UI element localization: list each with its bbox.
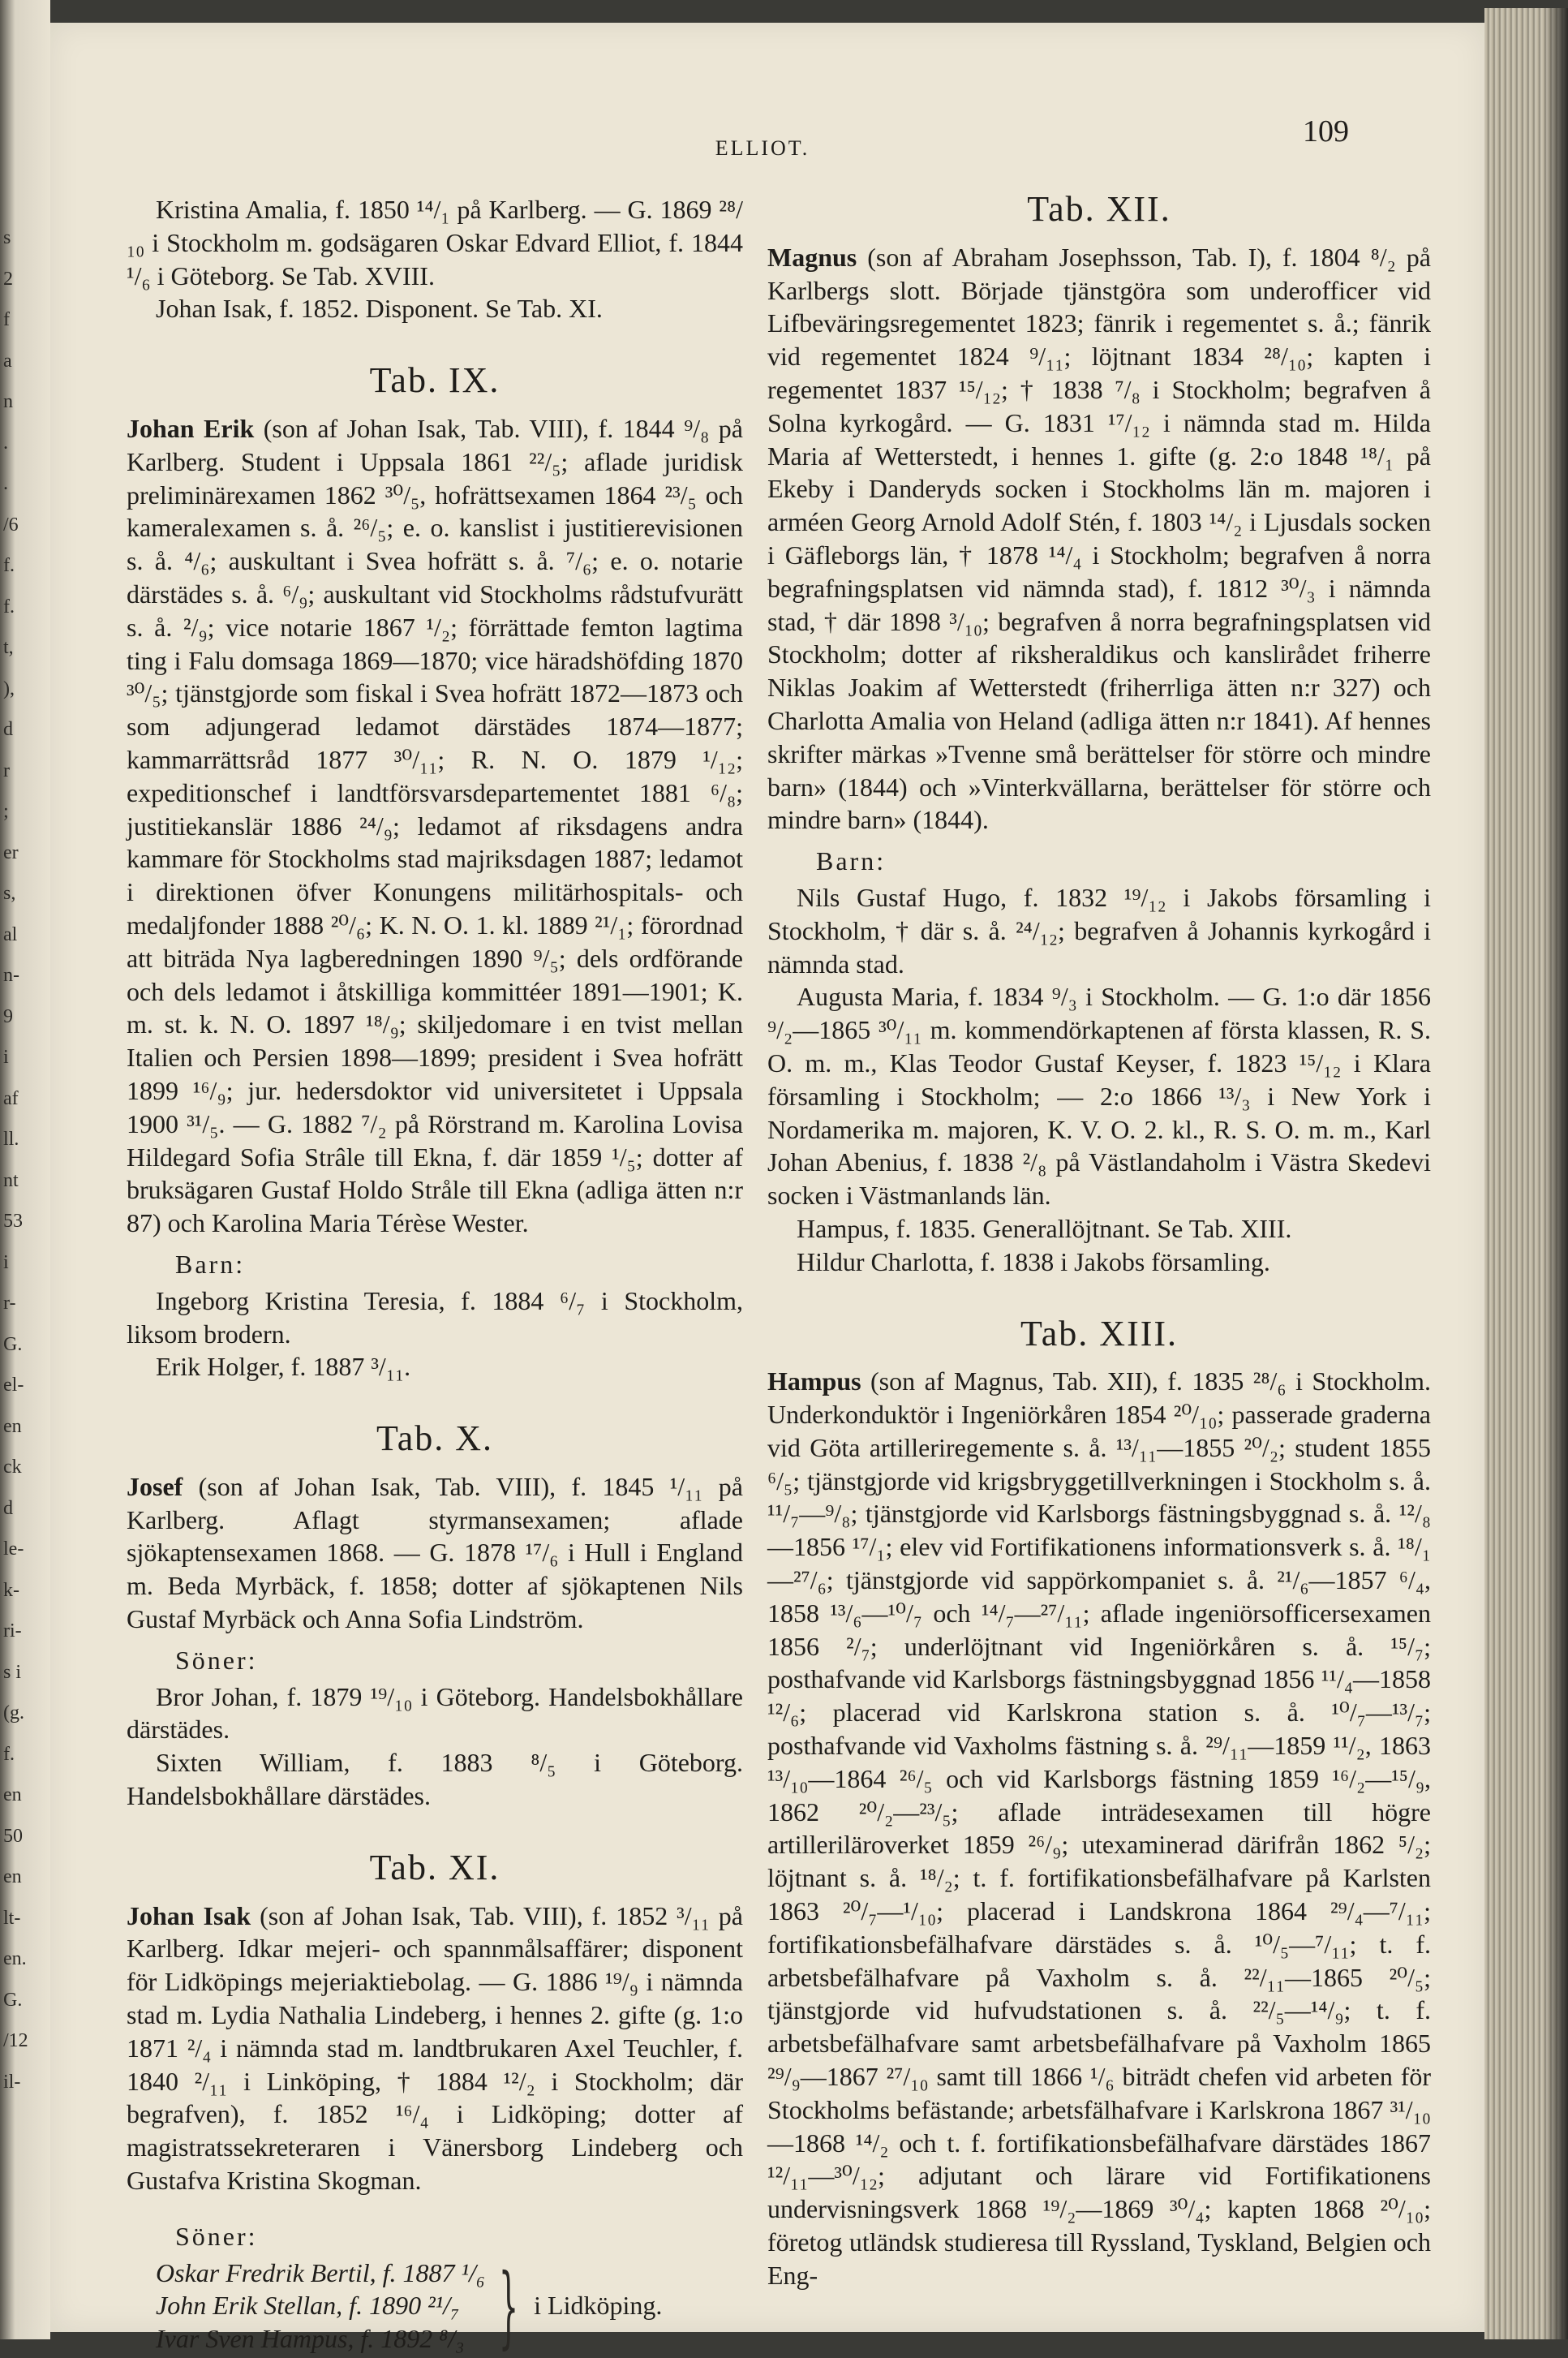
- children-label: Barn:: [816, 846, 887, 876]
- margin-fragment: 9: [3, 1005, 13, 1027]
- margin-fragment: s i: [3, 1661, 22, 1683]
- margin-fragment: f.: [3, 596, 15, 617]
- margin-fragment: /12: [3, 2030, 28, 2051]
- margin-fragment: ),: [3, 678, 15, 699]
- person-name: Magnus: [767, 242, 857, 272]
- left-column: [127, 193, 743, 2356]
- margin-fragment: G.: [3, 1333, 23, 1355]
- entry-kristina: Kristina Amalia, f. 1850 ¹⁴/₁ på Karlberg. — G. 1869 ²⁸/₁₀ i Stockholm m. godsägaren Oskar Edvard Elliot, f. 1844 ¹/₆ i Göteborg. Se Tab. XVIII.: [127, 195, 743, 290]
- margin-fragment: r: [3, 759, 10, 781]
- margin-fragment: s: [3, 227, 11, 248]
- margin-fragment: en.: [3, 1948, 27, 1969]
- margin-fragment: i: [3, 1251, 9, 1273]
- margin-fragment: er: [3, 841, 19, 863]
- margin-fragment: le-: [3, 1538, 24, 1560]
- margin-fragment: il-: [3, 2071, 21, 2093]
- brace-icon: }: [498, 2253, 519, 2358]
- margin-fragment: f.: [3, 1743, 15, 1765]
- child-entry: Augusta Maria, f. 1834 ⁹/₃ i Stockholm. — G. 1:o där 1856 ⁹/₂—1865 ³⁰/₁₁ m. kommendörkaptenen af första klassen, R. S. O. m. m., Klas Teodor Gustaf Keyser, f. 1823 ¹⁵/₁₂ i Klara församling i Stockholm; — 2:o 1866 ¹³/₃ i New York i Nordamerika m. majoren, K. V. O. 2. kl., R. S. O. m. m., Karl Johan Abenius, f. 1838 ²/₈ på Västlandaholm i Västra Skedevi socken i Västmanlands län.: [767, 982, 1431, 1211]
- margin-fragment: al: [3, 923, 18, 945]
- person-name: Hampus: [767, 1366, 861, 1396]
- children-label: Barn:: [175, 1249, 246, 1279]
- running-head: ELLIOT.: [715, 136, 810, 160]
- margin-fragment: nt: [3, 1169, 19, 1191]
- margin-fragment: .: [3, 432, 8, 454]
- margin-fragment: f: [3, 309, 10, 330]
- tab-9-heading: Tab. IX.: [369, 360, 500, 401]
- tab-11-heading: Tab. XI.: [369, 1847, 500, 1887]
- margin-fragment: ll.: [3, 1129, 19, 1150]
- child-entry: Ingeborg Kristina Teresia, f. 1884 ⁶/₇ i Stockholm, liksom brodern.: [127, 1285, 743, 1349]
- margin-fragment: /6: [3, 514, 19, 536]
- margin-fragment: t,: [3, 637, 14, 658]
- tab-11-sons: [127, 2220, 743, 2356]
- margin-fragment: lt-: [3, 1907, 21, 1929]
- margin-fragment: ri-: [3, 1620, 22, 1642]
- margin-fragment: d: [3, 1497, 13, 1519]
- margin-fragment: 50: [3, 1825, 23, 1847]
- margin-fragment: el-: [3, 1375, 24, 1396]
- margin-fragment: en: [3, 1415, 22, 1437]
- margin-fragment: 53: [3, 1211, 23, 1232]
- son-entry: Sixten William, f. 1883 ⁸/₅ i Göteborg. Handelsbokhållare därstädes.: [127, 1748, 743, 1811]
- margin-fragment: f.: [3, 555, 15, 576]
- person-name: Johan Isak: [127, 1900, 251, 1930]
- son-entry: Bror Johan, f. 1879 ¹⁹/₁₀ i Göteborg. Handelsbokhållare därstädes.: [127, 1681, 743, 1745]
- margin-fragment: en: [3, 1866, 22, 1887]
- child-entry: Hildur Charlotta, f. 1838 i Jakobs församling.: [797, 1246, 1270, 1276]
- margin-fragment: i: [3, 1047, 9, 1068]
- person-name: Josef: [127, 1471, 183, 1501]
- margin-fragment: af: [3, 1087, 19, 1109]
- margin-fragment: r-: [3, 1293, 16, 1314]
- page-stack-edges: [1484, 8, 1568, 2339]
- margin-fragment: ;: [3, 801, 9, 822]
- tab-10-entry: Josef (son af Johan Isak, Tab. VIII), f. 1845 ¹/₁₁ på Karlberg. Aflagt styrmansexamen; aflade sjökaptensexamen 1868. — G. 1878 ¹⁷/₆ i Hull i England m. Beda Myrbäck, f. 1858; dotter af sjökaptenen Nils Gustaf Myrbäck och Anna Sofia Lindström.: [127, 1471, 743, 1634]
- margin-fragment: n-: [3, 965, 19, 986]
- tab-12-heading: Tab. XII.: [1027, 189, 1171, 229]
- son-entry: John Erik Stellan, f. 1890 ²¹/₇: [156, 2291, 460, 2321]
- right-column: [767, 189, 1431, 2292]
- sons-list: [127, 2257, 485, 2356]
- margin-fragment: k-: [3, 1579, 19, 1601]
- son-entry: Ivar Sven Hampus, f. 1892 ⁸/₃: [156, 2324, 465, 2354]
- margin-fragment: d: [3, 719, 13, 740]
- tab-11-entry: Johan Isak (son af Johan Isak, Tab. VIII), f. 1852 ³/₁₁ på Karlberg. Idkar mejeri- och spannmålsaffärer; disponent för Lidköpings mejeriaktiebolag. — G. 1886 ¹⁹/₉ i nämnda stad m. Lydia Nathalia Lindeberg, i hennes 2. gifte (g. 1:o 1871 ²/₄ i nämnda stad m. landtbrukaren Axel Teuchler, f. 1840 ²/₁₁ i Linköping, † 1884 ¹²/₂ i Stockholm; där begrafven), f. 1852 ¹⁶/₄ i Lidköping; dotter af magistratssekreteraren i Vänersborg Lindeberg och Gustafva Kristina Skogman.: [127, 1900, 744, 2196]
- son-entry: Oskar Fredrik Bertil, f. 1887 ¹/₆: [156, 2257, 486, 2287]
- sons-label: Söner:: [175, 1645, 258, 1675]
- child-entry: Hampus, f. 1835. Generallöjtnant. Se Tab. XIII.: [797, 1213, 1292, 1243]
- entry-johan-isak-ref: Johan Isak, f. 1852. Disponent. Se Tab. XI.: [156, 294, 603, 324]
- sons-table: [127, 2253, 743, 2358]
- margin-fragment: (g.: [3, 1702, 24, 1723]
- margin-fragment: G.: [3, 1989, 23, 2011]
- margin-fragment: s,: [3, 883, 16, 904]
- tab-13-entry: Hampus (son af Magnus, Tab. XII), f. 1835 ²⁸/₆ i Stockholm. Underkonduktör i Ingeniörkåren 1854 ²⁰/₁₀; passerade graderna vid Göta artilleriregemente s. å. ¹³/₁₁—1855 ²⁰/₂; student 1855 ⁶/₅; tjänstgjorde vid krigsbryggetillverkningen i Stockholm s. å. ¹¹/₇—⁹/₈; tjänstgjorde vid Karlsborgs fästningsbyggnad s. å. ¹²/₈—1856 ¹⁷/₁; elev vid Fortifikationens informationsverk s. å. ¹⁸/₁—²⁷/₆; tjänstgjorde vid sappörkompaniet s. å. ²¹/₆—1857 ⁶/₄, 1858 ¹³/₆—¹⁰/₇ och ¹⁴/₇—²⁷/₁₁; aflade ingeniörsofficersexamen 1856 ²/₇; underlöjtnant vid Ingeniörkåren s. å. ¹⁵/₇; posthafvande vid Karlsborgs fästningsbyggnad 1856 ¹¹/₄—1858 ¹²/₆; placerad vid Karlskrona station s. å. ¹⁰/₇—¹³/₇; posthafvande vid Vaxholms fästning s. å. ²⁹/₁₁—1859 ¹¹/₂, 1863 ¹³/₁₀—1864 ²⁶/₅ och vid Karlsborgs fästning 1859 ¹⁶/₂—¹⁵/₉, 1862 ²⁰/₂—²³/₅; aflade inträdesexamen till högre artilleriläroverket 1859 ²⁶/₉; utexaminerad därifrån 1862 ⁵/₂; löjtnant s. å. ¹⁸/₂; t. f. fortifikationsbefälhafvare på Karlsten 1863 ²⁰/₇—¹/₁₀; placerad i Landskrona 1864 ²⁹/₄—⁷/₁₁; fortifikationsbefälhafvare därstädes s. å. ¹⁰/₅—⁷/₁₁; t. f. arbetsbefälhafvare på Vaxholm s. å. ²²/₁₁—1865 ²⁰/₅; tjänstgjorde vid hufvudstationen s. å. ²²/₅—¹⁴/₉; t. f. arbetsbefälhafvare samt arbetsbefälhafvare på Vaxholm 1865 ²⁹/₉—1867 ²⁷/₁₀ samt till 1866 ¹/₆ biträdt chefen vid arbeten för Stockholms befästande; arbetsfälhafvare i Karlskrona 1867 ³¹/₁₀—1868 ¹⁴/₂ och t. f. fortifikationsbefälhafvare därstädes 1867 ¹²/₁₁—³⁰/₁₂; adjutant och lärare vid Fortifikationens undervisningsverk 1868 ¹⁹/₂—1869 ³⁰/₄; kapten 1868 ²⁰/₁₀; företog utländsk studieresa till Ryssland, Tyskland, Belgien och Eng-: [767, 1366, 1431, 2290]
- margin-fragment: .: [3, 473, 8, 494]
- tab-13-heading: Tab. XIII.: [1020, 1313, 1179, 1353]
- page-number: 109: [1303, 114, 1349, 148]
- margin-fragment: en: [3, 1784, 22, 1805]
- person-name: Johan Erik: [127, 413, 255, 443]
- sons-place: i Lidköping.: [534, 2291, 663, 2321]
- tab-10-heading: Tab. X.: [376, 1418, 494, 1459]
- sons-label: Söner:: [175, 2221, 258, 2251]
- margin-fragment: n: [3, 391, 13, 412]
- margin-fragment: 2: [3, 268, 13, 290]
- margin-fragment: ck: [3, 1457, 22, 1478]
- child-entry: Erik Holger, f. 1887 ³/₁₁.: [156, 1352, 411, 1382]
- tab-12-entry: Magnus (son af Abraham Josephsson, Tab. I), f. 1804 ⁸/₂ på Karlbergs slott. Började tjänstgöra som underofficer vid Lifbeväringsregementet 1823; fänrik i regementet s. å.; fänrik vid regementet 1824 ⁹/₁₁; löjtnant 1834 ²⁸/₁₀; kapten i regementet 1837 ¹⁵/₁₂; † 1838 ⁷/₈ i Stockholm; begrafven å Solna kyrkogård. — G. 1831 ¹⁷/₁₂ i nämnda stad m. Hilda Maria af Wetterstedt, i hennes 1. gifte (g. 2:o 1848 ¹⁸/₁ på Ekeby i Danderyds socken i Stockholms län m. majoren i arméen Georg Arnold Adolf Stén, f. 1803 ¹⁴/₂ i Ljusdals socken i Gäfleborgs län, † 1878 ¹⁴/₄ i Stockholm; begrafven å norra begrafningsplatsen vid nämnda stad), f. 1812 ³⁰/₃ i nämnda stad, † där 1898 ³/₁₀; begrafven å norra begrafningsplatsen vid Stockholm; dotter af riksheraldikus och kanslirådet friherre Niklas Joakim af Wetterstedt (friherrliga ätten n:r 327) och Charlotta Amalia von Heland (adliga ätten n:r 1841). Af hennes skrifter märkas »Tvenne små berättelser för större och mindre barn» (1844) och »Vinterkvällarna, berättelser för större och mindre barn» (1844).: [767, 242, 1431, 835]
- margin-fragment: a: [3, 350, 12, 372]
- tab-9-entry: Johan Erik (son af Johan Isak, Tab. VIII), f. 1844 ⁹/₈ på Karlberg. Student i Uppsala 1861 ²²/₅; aflade juridisk preliminärexamen 1862 ³⁰/₅, hofrättsexamen 1864 ²³/₅ och kameralexamen s. å. ²⁶/₅; e. o. kanslist i justitierevisionen s. å. ⁴/₆; auskultant i Svea hofrätt s. å. ⁷/₆; e. o. notarie därstädes s. å. ⁶/₉; auskultant vid Stockholms rådstufvurätt s. å. ²/₉; vice notarie 1867 ¹/₂; förrättade femton lagtima ting i Falu domsaga 1869—1870; vice häradshöfding 1870 ³⁰/₅; tjänstgjorde som fiskal i Svea hofrätt 1872—1873 och som adjungerad ledamot därstädes 1874—1877; kammarrättsråd 1877 ³⁰/₁₁; R. N. O. 1879 ¹/₁₂; expeditionschef i landtförsvarsdepartementet 1881 ⁶/₈; justitiekanslär 1886 ²⁴/₉; ledamot af riksdagens andra kammare för Stockholms stad majriksdagen 1887; ledamot i direktionen öfver Konungens militärhospitals- och medaljfonder 1888 ²⁰/₆; K. N. O. 1. kl. 1889 ²¹/₁; förordnad att biträda Nya lagberedningen 1890 ⁹/₅; dels ordförande och dels ledamot i åtskilliga kommittéer 1891—1901; K. m. st. k. N. O. 1897 ¹⁸/₉; skiljedomare i en tvist mellan Italien och Persien 1898—1899; president i Svea hofrätt 1899 ¹⁶/₉; jur. hedersdoktor vid universitetet i Uppsala 1900 ³¹/₅. — G. 1882 ⁷/₂ på Rörstrand m. Karolina Lovisa Hildegard Sofia Strâle till Ekna, f. där 1859 ¹/₅; dotter af bruksägaren Gustaf Holdo Stråle till Ekna (adliga ätten n:r 87) och Karolina Maria Térèse Wester.: [127, 413, 744, 1238]
- child-entry: Nils Gustaf Hugo, f. 1832 ¹⁹/₁₂ i Jakobs församling i Stockholm, † där s. å. ²⁴/₁₂; begrafven å Johannis kyrkogård i nämnda stad.: [767, 882, 1431, 979]
